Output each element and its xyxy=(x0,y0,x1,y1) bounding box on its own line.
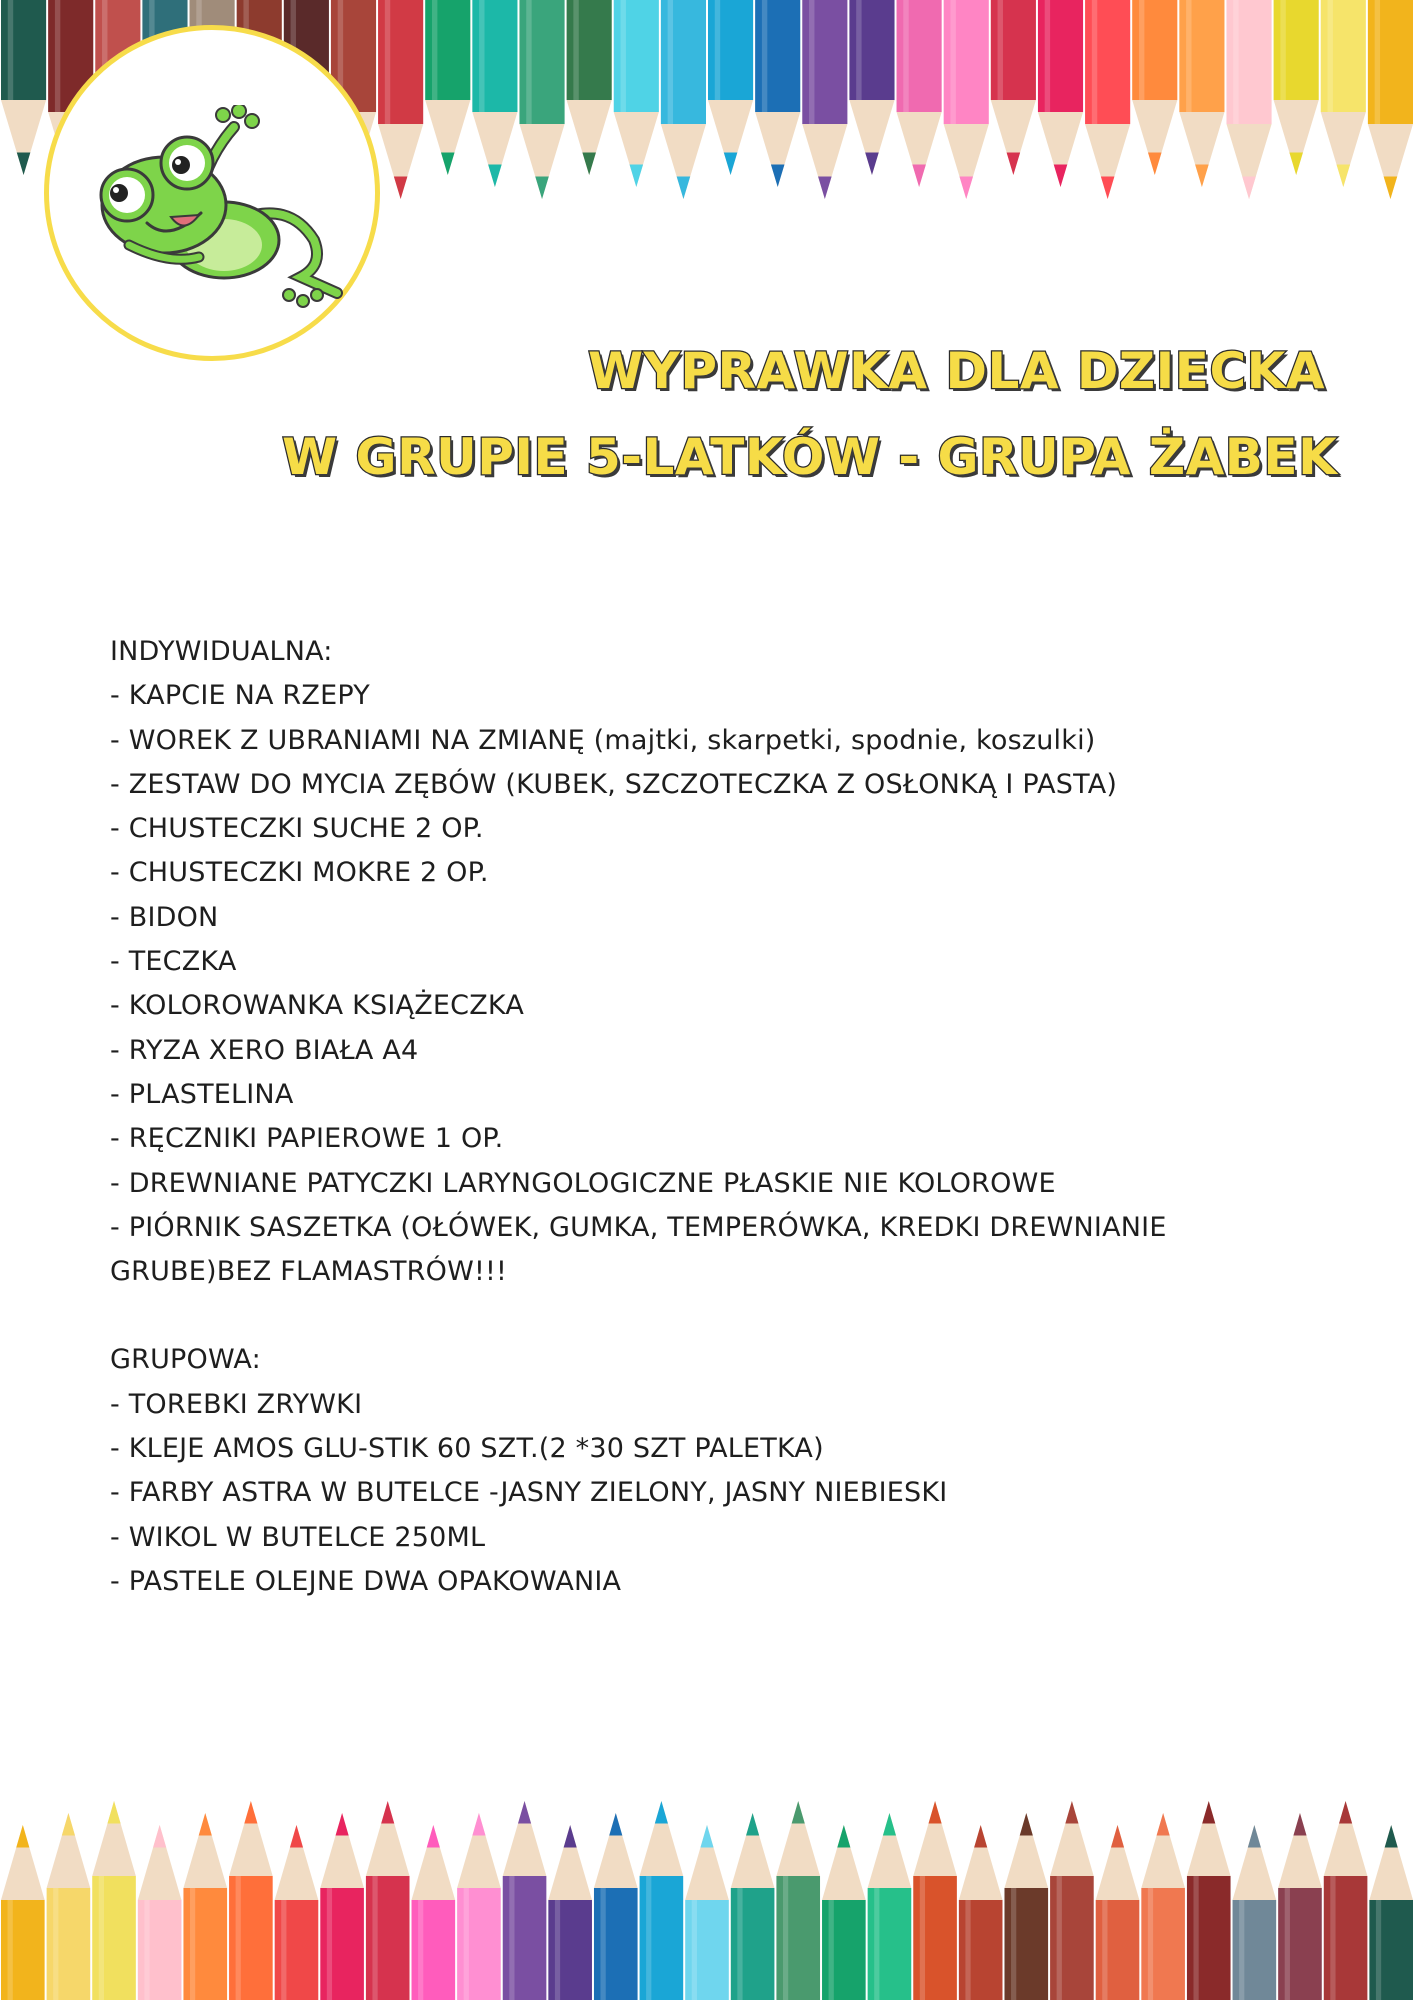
pencil xyxy=(1278,1813,1322,2000)
pencil xyxy=(92,1801,136,2000)
pencil xyxy=(897,0,942,187)
pencil xyxy=(183,1813,227,2000)
pencil xyxy=(366,1801,410,2000)
pencil xyxy=(708,0,753,175)
individual-item: - PLASTELINA xyxy=(110,1078,294,1110)
individual-item: - RĘCZNIKI PAPIEROWE 1 OP. xyxy=(110,1123,504,1155)
individual-item: - CHUSTECZKI MOKRE 2 OP. xyxy=(110,857,489,889)
pencil xyxy=(378,0,423,199)
individual-item: - PIÓRNIK SASZETKA (OŁÓWEK, GUMKA, TEMPERÓWKA, KREDKI DREWNIANIE GRUBE)BEZ FLAMASTRÓW!!! xyxy=(110,1211,1167,1288)
pencil xyxy=(457,1813,501,2000)
logo-badge xyxy=(44,25,380,361)
title-line-1: WYPRAWKA DLA DZIECKA xyxy=(588,342,1326,400)
pencil xyxy=(1085,0,1130,199)
individual-item: - KAPCIE NA RZEPY xyxy=(110,680,370,712)
pencil xyxy=(320,1813,364,2000)
individual-heading: INDYWIDUALNA: xyxy=(110,636,333,667)
frog-icon xyxy=(89,105,349,315)
pencil xyxy=(685,1825,729,2000)
pencil xyxy=(614,0,659,187)
pencil xyxy=(959,1825,1003,2000)
individual-item: - WOREK Z UBRANIAMI NA ZMIANĘ (majtki, skarpetki, spodnie, koszulki) xyxy=(110,724,1096,756)
individual-item: - RYZA XERO BIAŁA A4 xyxy=(110,1034,419,1066)
section-spacer xyxy=(110,1294,1260,1338)
title-line-2: W GRUPIE 5-LATKÓW - GRUPA ŻABEK xyxy=(282,428,1338,486)
pencil xyxy=(913,1801,957,2000)
pencil xyxy=(425,0,470,175)
pencil xyxy=(1324,1801,1368,2000)
group-item: - KLEJE AMOS GLU-STIK 60 SZT.(2 *30 SZT PALETKA) xyxy=(110,1433,824,1465)
pencil xyxy=(849,0,894,175)
pencil xyxy=(802,0,847,199)
pencil xyxy=(868,1813,912,2000)
pencil xyxy=(755,0,800,187)
pencil xyxy=(1187,1801,1231,2000)
pencil xyxy=(1226,0,1271,199)
individual-item: - BIDON xyxy=(110,901,219,933)
pencil xyxy=(1233,1825,1277,2000)
pencil xyxy=(1368,0,1413,199)
pencil xyxy=(731,1813,775,2000)
pencil xyxy=(661,0,706,199)
pencil xyxy=(1369,1825,1413,2000)
pencil xyxy=(822,1825,866,2000)
group-item: - PASTELE OLEJNE DWA OPAKOWANIA xyxy=(110,1565,622,1597)
group-item: - TOREBKI ZRYWKI xyxy=(110,1388,363,1420)
pencil xyxy=(503,1801,547,2000)
individual-item: - DREWNIANE PATYCZKI LARYNGOLOGICZNE PŁASKIE NIE KOLOROWE xyxy=(110,1167,1056,1199)
pencil xyxy=(519,0,564,199)
supply-list xyxy=(110,630,1260,1604)
pencil xyxy=(229,1801,273,2000)
pencil xyxy=(1141,1813,1185,2000)
pencil xyxy=(567,0,612,175)
pencil xyxy=(275,1825,319,2000)
individual-item: - KOLOROWANKA KSIĄŻECZKA xyxy=(110,990,525,1022)
pencil xyxy=(1,0,46,175)
pencil xyxy=(412,1825,456,2000)
group-item: - FARBY ASTRA W BUTELCE -JASNY ZIELONY, JASNY NIEBIESKI xyxy=(110,1477,948,1509)
pencil-border-bottom xyxy=(0,1785,1414,2000)
pencil xyxy=(991,0,1036,175)
pencil xyxy=(776,1801,820,2000)
pencil xyxy=(1179,0,1224,187)
pencil xyxy=(1321,0,1366,187)
pencil xyxy=(640,1801,684,2000)
group-item: - WIKOL W BUTELCE 250ML xyxy=(110,1521,486,1553)
group-heading: GRUPOWA: xyxy=(110,1344,261,1376)
individual-item: - CHUSTECZKI SUCHE 2 OP. xyxy=(110,813,484,845)
pencil xyxy=(1096,1825,1140,2000)
pencil xyxy=(1,1825,45,2000)
individual-item: - ZESTAW DO MYCIA ZĘBÓW (KUBEK, SZCZOTECZKA Z OSŁONKĄ I PASTA) xyxy=(110,768,1118,800)
pencil xyxy=(1050,1801,1094,2000)
pencil xyxy=(594,1813,638,2000)
pencil xyxy=(1038,0,1083,187)
pencil xyxy=(47,1813,91,2000)
pencil xyxy=(472,0,517,187)
pencil xyxy=(548,1825,592,2000)
pencil xyxy=(138,1825,182,2000)
pencil xyxy=(944,0,989,199)
pencil xyxy=(1132,0,1177,175)
pencil xyxy=(1274,0,1319,175)
individual-item: - TECZKA xyxy=(110,946,237,978)
pencil xyxy=(1004,1813,1048,2000)
